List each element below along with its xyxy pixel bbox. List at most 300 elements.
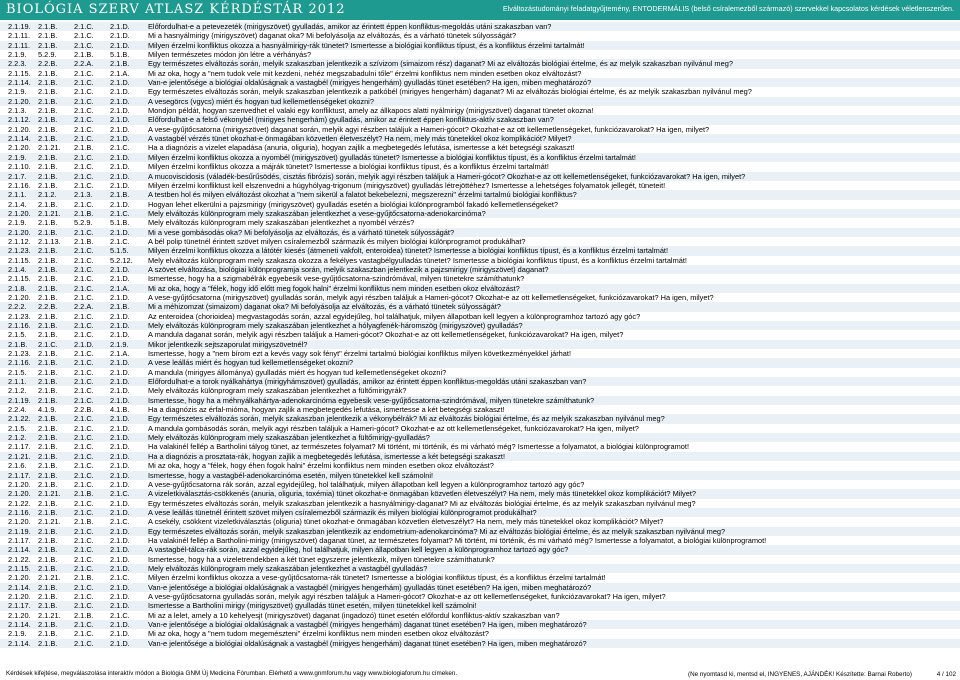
chapter-ref: 2.1.D. xyxy=(110,199,130,209)
chapter-ref: 2.1.C. xyxy=(74,461,94,471)
question-text: Ha a diagnózis a vizelet elapadása (anuria, oliguria), hogyan zajlik a megbetegedés lefutása, ismertesse a két betegségi szakaszt! xyxy=(148,143,575,153)
chapter-ref: 2.1.1. xyxy=(8,190,27,200)
chapter-ref: 2.1.B. xyxy=(74,517,94,527)
chapter-ref: 2.1.B. xyxy=(38,582,58,592)
chapter-ref: 2.1.C. xyxy=(74,330,94,340)
question-row xyxy=(0,125,960,134)
chapter-ref: 2.1.D. xyxy=(110,433,130,443)
question-text: Mikor jelentkezik sejtszaporulat mirigyszövetnél? xyxy=(148,339,308,349)
question-row xyxy=(0,293,960,302)
chapter-ref: 2.2.A. xyxy=(74,302,94,312)
question-row xyxy=(0,143,960,152)
chapter-ref: 2.1.C. xyxy=(74,367,94,377)
chapter-ref: 2.1.11. xyxy=(8,31,31,41)
chapter-ref: 2.1.22. xyxy=(8,554,31,564)
question-text: Egy természetes elváltozás során, melyik szakaszban jelentkezik a patkóbél (mirigyes hengerhám) daganat? Mi az elváltozás biológiai értelme, és az melyik szakaszban nyilvánul meg? xyxy=(148,87,752,97)
chapter-ref: 2.1.B. xyxy=(38,106,58,116)
header-bar xyxy=(0,0,960,20)
question-text: Ismertesse, hogy ha a vizeletrendekben a két tünet egyszerre jelentkezik, milyen tünetekre számíthatunk? xyxy=(148,554,495,564)
chapter-ref: 2.1.D. xyxy=(110,311,130,321)
question-row xyxy=(0,386,960,395)
question-text: Mely elváltozás különprogram mely szakaszában jelentkezhet a nyombél vérzés? xyxy=(148,218,415,228)
chapter-ref: 2.1.C. xyxy=(74,414,94,424)
chapter-ref: 2.1.15. xyxy=(8,563,31,573)
chapter-ref: 2.1.C. xyxy=(74,96,94,106)
question-text: Mi a hasnyálmirigy (mirigyszövet) daganat oka? Mi befolyásolja az elváltozás, és a várható tünetek súlyosságát? xyxy=(148,31,517,41)
question-row xyxy=(0,274,960,283)
chapter-ref: 2.1.B. xyxy=(74,50,94,60)
question-row xyxy=(0,106,960,115)
chapter-ref: 2.1.B. xyxy=(38,199,58,209)
chapter-ref: 2.1.D. xyxy=(110,535,130,545)
chapter-ref: 2.1.2. xyxy=(8,386,27,396)
chapter-ref: 2.1.D. xyxy=(110,106,130,116)
chapter-ref: 2.1.20. xyxy=(8,124,31,134)
chapter-ref: 2.1.B. xyxy=(74,489,94,499)
chapter-ref: 2.2.B. xyxy=(38,59,58,69)
chapter-ref: 2.1.2. xyxy=(38,190,57,200)
chapter-ref: 2.1.B. xyxy=(38,264,58,274)
chapter-ref: 2.1.C. xyxy=(74,601,94,611)
chapter-ref: 2.1.B. xyxy=(38,22,58,31)
question-row xyxy=(0,256,960,265)
header-description: Elváltozástudományi feladatgyűjtemény, ENTODERMÁLIS (belső csíralemezből származó) szervekkel kapcsolatos kérdések véletlenszerűen. xyxy=(502,4,954,13)
chapter-ref: 2.1.B. xyxy=(38,498,58,508)
chapter-ref: 2.2.4. xyxy=(8,405,27,415)
question-text: Mi az oka, hogy a "félek, hogy idő előtt meg fogok halni" érzelmi konfliktus nem minden esetben okoz elváltozást? xyxy=(148,283,520,293)
question-text: A mucoviscidosis (váladék-besűrűsödés, cisztás fibrózis) során, melyik agyi részben találjuk a Hameri-gócot? Okozhat-e az ott kellemetlenségeket, funkciózavarokat? Ha igen, milyet? xyxy=(148,171,746,181)
chapter-ref: 2.1.C. xyxy=(74,87,94,97)
chapter-ref: 2.1.D. xyxy=(110,152,130,162)
question-row xyxy=(0,471,960,480)
chapter-ref: 5.2.9. xyxy=(38,50,57,60)
chapter-ref: 2.1.B. xyxy=(110,190,130,200)
question-text: A csekély, csökkent vizeletkiválasztás (oliguria) tünet okozhat-e önmagában közvetlen életveszélyt? Ha nem, mely más tünetekkel okoz komplikációt? Milyet? xyxy=(148,517,664,527)
chapter-ref: 2.1.21. xyxy=(38,143,61,153)
chapter-ref: 2.1.C. xyxy=(74,620,94,629)
chapter-ref: 2.1.C. xyxy=(110,573,130,583)
question-text: Milyen természetes módon jön létre a vérhányás? xyxy=(148,50,312,60)
question-row xyxy=(0,78,960,87)
question-text: Egy természetes elváltozás során, melyik szakaszban jelentkezik a vékonybélrák? Mi az elváltozás biológiai értelme, és az melyik szakaszban nyilvánul meg? xyxy=(148,414,665,424)
chapter-ref: 2.1.D. xyxy=(110,461,130,471)
question-row xyxy=(0,41,960,50)
chapter-ref: 2.1.D. xyxy=(110,358,130,368)
chapter-ref: 2.1.D. xyxy=(110,40,130,50)
question-text: Előfordulhat-e a torok nyálkahártya (mirigyhámszövet) gyulladás, amikor az érintett éppen konfliktus-megoldás utáni szakaszban van? xyxy=(148,377,587,387)
chapter-ref: 2.1.B. xyxy=(38,292,58,302)
chapter-ref: 2.1.B. xyxy=(38,246,58,256)
chapter-ref: 2.1.C. xyxy=(74,563,94,573)
question-row xyxy=(0,358,960,367)
chapter-ref: 2.1.C. xyxy=(74,442,94,452)
chapter-ref: 2.1.B. xyxy=(38,31,58,41)
chapter-ref: 2.1.B. xyxy=(38,395,58,405)
chapter-ref: 2.1.B. xyxy=(38,386,58,396)
question-row xyxy=(0,611,960,620)
page-number: 4 / 102 xyxy=(936,671,956,678)
chapter-ref: 2.1.15. xyxy=(8,68,31,78)
question-row xyxy=(0,424,960,433)
chapter-ref: 2.1.23. xyxy=(8,246,31,256)
chapter-ref: 2.1.B. xyxy=(38,255,58,265)
chapter-ref: 2.1.5. xyxy=(8,423,27,433)
chapter-ref: 2.1.B. xyxy=(38,591,58,601)
chapter-ref: 2.1.6. xyxy=(8,461,27,471)
chapter-ref: 5.1.5. xyxy=(110,246,129,256)
chapter-ref: 4.1.B. xyxy=(110,405,130,415)
chapter-ref: 2.1.20. xyxy=(8,479,31,489)
chapter-ref: 2.1.17. xyxy=(8,601,31,611)
chapter-ref: 2.1.5. xyxy=(8,367,27,377)
chapter-ref: 2.1.C. xyxy=(74,227,94,237)
chapter-ref: 2.1.4. xyxy=(8,264,27,274)
question-row xyxy=(0,87,960,96)
chapter-ref: 2.1.21. xyxy=(38,517,61,527)
question-text: Mi az oka, hogy a "nem tudom megemészteni" érzelmi konfliktus nem minden esetben okoz elváltozást? xyxy=(148,629,489,639)
chapter-ref: 2.1.19. xyxy=(8,395,31,405)
chapter-ref: 5.1.B. xyxy=(110,50,130,60)
question-row xyxy=(0,153,960,162)
chapter-ref: 2.1.20. xyxy=(8,208,31,218)
question-text: Mely elváltozás különprogram mely szakasza okozza a fekélyes vastagbélgyulladás tünetet? Ismertesse a biológiai konfliktus típust, és a konfliktus érzelmi tartalmát! xyxy=(148,255,687,265)
question-text: A vese-gyűjtőcsatorna gyulladás során, melyik agyi részben találjuk a Hameri-gócot? Okozhat-e az ott kellemetlenségeket, funkciózavarokat? Ha igen, milyet? xyxy=(148,591,666,601)
question-row xyxy=(0,218,960,227)
question-text: Mely elváltozás különprogram mely szakaszában jelentkezhet a vastagbél gyulladás? xyxy=(148,563,428,573)
chapter-ref: 2.1.9. xyxy=(8,152,27,162)
chapter-ref: 2.1.D. xyxy=(110,377,130,387)
chapter-ref: 2.1.C. xyxy=(74,199,94,209)
question-text: Ismertesse, hogy a vastagbél-adenokarcinóma esetén, milyen tünetekkel kell számolni! xyxy=(148,470,434,480)
chapter-ref: 2.1.19. xyxy=(8,22,31,31)
question-text: Ha valakinél fellép a Bartholini tályog tünet, az természetes folyamat? Mi történt, mi történik, és mi várható még? Ismertesse a folyamatot, a biológiai különprogramot! xyxy=(148,442,690,452)
question-text: A vese-gyűjtőcsatorna (mirigyszövet) gyulladás során, melyik agyi részben találjuk a Hameri-gócot? Okozhat-e az ott kellemetlenségeket, funkciózavarokat? Ha igen, milyet? xyxy=(148,292,714,302)
chapter-ref: 2.1.3. xyxy=(74,190,93,200)
question-text: Mely elváltozás különprogram mely szakaszában jelentkezhet a hólyagfenék-háromszög (mirigyszövet) gyulladás? xyxy=(148,321,523,330)
question-row xyxy=(0,340,960,349)
question-text: Ha valakinél fellép a Bartholini-mirigy (mirigyszövet) daganat tünet, az természetes folyamat? Mi történt, mi történik, és mi várható még? Ismertesse a folyamatot, a biológiai különprogramot! xyxy=(148,535,767,545)
chapter-ref: 2.1.C. xyxy=(74,545,94,555)
chapter-ref: 2.1.D. xyxy=(110,414,130,424)
chapter-ref: 2.1.C. xyxy=(74,106,94,116)
chapter-ref: 2.2.B. xyxy=(74,405,94,415)
chapter-ref: 2.1.D. xyxy=(110,554,130,564)
chapter-ref: 2.1.C. xyxy=(74,423,94,433)
question-row xyxy=(0,480,960,489)
chapter-ref: 2.1.21. xyxy=(38,610,61,620)
question-text: Előfordulhat-e a felső vékonybél (mirigyes hengerhám) gyulladás, amikor az érintett éppen konfliktus-aktív szakaszban van? xyxy=(148,115,554,125)
question-row xyxy=(0,396,960,405)
chapter-ref: 2.1.D. xyxy=(110,451,130,461)
question-text: A vese-gyűjtőcsatorna rák során, azzal egyidejűleg, hol találhatjuk, milyen állapotban kell legyen a különprogramhoz tartozó agy góc? xyxy=(148,479,585,489)
question-text: A bél polip tünetnél érintett szövet milyen csíralemezből származik és milyen biológiai különprogramot produkálhat? xyxy=(148,236,526,246)
chapter-ref: 2.1.C. xyxy=(110,489,130,499)
chapter-ref: 2.1.D. xyxy=(110,124,130,134)
chapter-ref: 2.1.D. xyxy=(110,395,130,405)
chapter-ref: 2.1.3. xyxy=(8,106,27,116)
chapter-ref: 2.1.D. xyxy=(110,620,130,629)
question-text: Egy természetes elváltozás során, melyik szakaszban jelentkezik a szívizom (simaizom rész) daganat? Mi az elváltozás biológiai értelme, és az melyik szakaszban nyilvánul meg? xyxy=(148,59,733,69)
chapter-ref: 2.1.20. xyxy=(8,573,31,583)
chapter-ref: 2.1.B. xyxy=(38,507,58,517)
question-row xyxy=(0,564,960,573)
chapter-ref: 2.1.14. xyxy=(8,582,31,592)
chapter-ref: 2.1.B. xyxy=(38,152,58,162)
chapter-ref: 2.1.B. xyxy=(38,96,58,106)
chapter-ref: 2.2.2. xyxy=(8,302,27,312)
chapter-ref: 2.1.B. xyxy=(38,330,58,340)
question-row xyxy=(0,209,960,218)
question-row xyxy=(0,620,960,629)
question-text: Mi a vese gombásodás oka? Mi befolyásolja az elváltozás, és a várható tünetek súlyosságát? xyxy=(148,227,455,237)
question-text: Ismertesse a Bartholini mirigy (mirigyszövet) gyulladás tünet esetén, milyen tünetekkel kell számolni! xyxy=(148,601,477,611)
question-row xyxy=(0,573,960,582)
chapter-ref: 2.1.23. xyxy=(8,311,31,321)
chapter-ref: 2.1.20. xyxy=(8,143,31,153)
question-text: Előfordulhat-e a petevezeték (mirigyszövet) gyulladás, amikor az érintett éppen konfliktus-megoldás utáni szakaszban van? xyxy=(148,22,552,31)
chapter-ref: 2.1.C. xyxy=(74,535,94,545)
question-row xyxy=(0,527,960,536)
brand-title: BIOLÓGIA SZERV ATLASZ KÉRDÉSTÁR 2012 xyxy=(6,2,346,17)
chapter-ref: 2.1.C. xyxy=(74,152,94,162)
chapter-ref: 2.1.20. xyxy=(8,96,31,106)
question-text: Milyen érzelmi konfliktus okozza a vese-gyűjtőcsatorna-rák tünetet? Ismertesse a biológiai konfliktus típust, és a konfliktus érzelmi tartalmát! xyxy=(148,573,606,583)
question-text: Ha a diagnózis az érfal-mióma, hogyan zajlik a megbetegedés lefutása, ismertesse a két betegségi szakaszt! xyxy=(148,405,505,415)
question-row xyxy=(0,592,960,601)
chapter-ref: 2.1.B. xyxy=(74,573,94,583)
question-row xyxy=(0,489,960,498)
chapter-ref: 2.1.B. xyxy=(38,124,58,134)
chapter-ref: 2.1.21. xyxy=(38,489,61,499)
chapter-ref: 2.1.14. xyxy=(8,545,31,555)
chapter-ref: 2.1.9. xyxy=(8,50,27,60)
question-row xyxy=(0,349,960,358)
chapter-ref: 2.1.C. xyxy=(74,349,94,359)
chapter-ref: 2.1.8. xyxy=(8,283,27,293)
question-row xyxy=(0,31,960,40)
chapter-ref: 2.1.10. xyxy=(8,162,31,172)
chapter-ref: 2.1.C. xyxy=(74,78,94,88)
question-text: A vese-gyűjtőcsatorna (mirigyszövet) daganat során, melyik agyi részben találjuk a Hameri-gócot? Okozhat-e az ott kellemetlenségeket, funkciózavarokat? Ha igen, milyet? xyxy=(148,124,710,134)
question-row xyxy=(0,545,960,554)
question-text: Ha a diagnózis a prosztata-rák, hogyan zajlik a megbetegedés lefutása, ismertesse a két betegségi szakaszt! xyxy=(148,451,505,461)
chapter-ref: 2.1.C. xyxy=(74,479,94,489)
chapter-ref: 2.1.20. xyxy=(8,292,31,302)
chapter-ref: 2.1.C. xyxy=(74,591,94,601)
chapter-ref: 2.1.B. xyxy=(38,367,58,377)
chapter-ref: 2.1.D. xyxy=(110,22,130,31)
question-row xyxy=(0,162,960,171)
question-row xyxy=(0,181,960,190)
chapter-ref: 2.1.B. xyxy=(38,78,58,88)
chapter-ref: 2.1.D. xyxy=(110,386,130,396)
question-text: A vese leállás miért és hogyan tud kellemetlenségeket okozni? xyxy=(148,358,354,368)
question-row xyxy=(0,97,960,106)
chapter-ref: 2.1.B. xyxy=(38,68,58,78)
footer xyxy=(0,668,960,680)
chapter-ref: 2.1.C. xyxy=(74,283,94,293)
chapter-ref: 2.1.B. xyxy=(38,311,58,321)
chapter-ref: 2.1.22. xyxy=(8,414,31,424)
question-text: Egy természetes elváltozás során, melyik szakaszban jelentkezik az endometrium-adenokarcinóma? Mi az elváltozás biológiai értelme, és az melyik szakaszban nyilvánul meg? xyxy=(148,526,726,536)
chapter-ref: 2.1.D. xyxy=(110,629,130,639)
chapter-ref: 2.1.B. xyxy=(38,629,58,639)
question-row xyxy=(0,555,960,564)
question-row xyxy=(0,265,960,274)
chapter-ref: 2.1.9. xyxy=(110,339,129,349)
question-row xyxy=(0,200,960,209)
chapter-ref: 2.1.D. xyxy=(110,162,130,172)
question-row xyxy=(0,22,960,31)
chapter-ref: 2.1.C. xyxy=(110,208,130,218)
chapter-ref: 2.1.C. xyxy=(74,124,94,134)
chapter-ref: 2.1.D. xyxy=(110,134,130,144)
question-row xyxy=(0,499,960,508)
chapter-ref: 2.1.D. xyxy=(110,330,130,340)
question-text: Milyen érzelmi konfliktus okozza a nyombél (mirigyszövet) gyulladás tünetet? Ismertesse a biológiai konfliktus típust, és a konfliktus érzelmi tartalmát! xyxy=(148,152,636,162)
question-row xyxy=(0,629,960,638)
chapter-ref: 2.1.B. xyxy=(38,620,58,629)
chapter-ref: 2.1.D. xyxy=(110,479,130,489)
chapter-ref: 2.1.B. xyxy=(38,227,58,237)
chapter-ref: 2.1.B. xyxy=(38,470,58,480)
question-row xyxy=(0,414,960,423)
chapter-ref: 2.1.C. xyxy=(74,292,94,302)
chapter-ref: 2.1.D. xyxy=(110,591,130,601)
question-row xyxy=(0,134,960,143)
question-row xyxy=(0,330,960,339)
chapter-ref: 2.1.13. xyxy=(38,236,61,246)
chapter-ref: 2.1.D. xyxy=(110,423,130,433)
question-text: Milyen érzelmi konfliktus okozza a májrák tünetet? Ismertesse a biológiai konfliktus típust, és a konfliktus érzelmi tartalmát! xyxy=(148,162,549,172)
chapter-ref: 2.1.C. xyxy=(74,321,94,330)
chapter-ref: 2.1.14. xyxy=(8,134,31,144)
chapter-ref: 2.1.B. xyxy=(38,451,58,461)
chapter-ref: 2.1.D. xyxy=(110,31,130,41)
chapter-ref: 4.1.9. xyxy=(38,405,57,415)
chapter-ref: 2.1.D. xyxy=(110,442,130,452)
chapter-ref: 2.1.D. xyxy=(110,292,130,302)
chapter-ref: 2.1.C. xyxy=(74,31,94,41)
chapter-ref: 2.1.D. xyxy=(110,563,130,573)
chapter-ref: 2.1.B. xyxy=(38,162,58,172)
question-text: A testben hol és milyen elváltozást okozhat a "nem sikerül a falatot bekebelezni, megszerezni" érzelmi tartalmú biológiai konfliktus? xyxy=(148,190,577,200)
chapter-ref: 2.1.16. xyxy=(8,180,31,190)
question-text: Van-e jelentősége a biológiai oldalúságnak a vastagbél (mirigyes hengerhám) daganat tünet esetében? Ha igen, miben meghatározó? xyxy=(148,620,587,629)
question-text: Ismertesse, hogy a "nem bírom ezt a kevés vagy sok fényt" érzelmi tartalmú biológiai konfliktus milyen következményekkel járhat! xyxy=(148,349,571,359)
chapter-ref: 2.1.16. xyxy=(8,358,31,368)
chapter-ref: 2.1.D. xyxy=(110,274,130,284)
chapter-ref: 2.1.14. xyxy=(8,620,31,629)
question-row xyxy=(0,368,960,377)
question-text: Mely elváltozás különprogram mely szakaszában jelentkezhet a fültőmirigyrák? xyxy=(148,386,407,396)
chapter-ref: 2.1.C. xyxy=(74,358,94,368)
question-row xyxy=(0,312,960,321)
chapter-ref: 2.1.C. xyxy=(74,264,94,274)
chapter-ref: 2.1.21. xyxy=(38,573,61,583)
chapter-ref: 2.1.B. xyxy=(38,414,58,424)
question-text: A szövet elváltozása, biológiai különprogramja során, melyik szakaszban jelentkezik a pajzsmirigy (mirigyszövet) daganat? xyxy=(148,264,549,274)
chapter-ref: 2.1.B. xyxy=(74,208,94,218)
question-text: A vesegörcs (vgycs) miért és hogyan tud kellemetlenségeket okozni? xyxy=(148,96,374,106)
question-row xyxy=(0,246,960,255)
question-row xyxy=(0,517,960,526)
chapter-ref: 2.1.B. xyxy=(38,40,58,50)
chapter-ref: 2.1.C. xyxy=(110,143,130,153)
chapter-ref: 2.1.22. xyxy=(8,498,31,508)
question-text: Mi az oka, hogy a "nem tudok vele mit kezdeni, nehéz megszabadulni tőle" érzelmi konfliktus nem minden esetben okoz elváltozást? xyxy=(148,68,582,78)
question-text: Van-e jelentősége a biológiai oldalúságnak a vastagbél (mirigyes hengerhám) daganat tünet esetében? Ha igen, miben meghatározó? xyxy=(148,638,587,648)
chapter-ref: 2.1.B. xyxy=(38,358,58,368)
question-row xyxy=(0,50,960,59)
chapter-ref: 2.1.21. xyxy=(38,208,61,218)
chapter-ref: 2.1.16. xyxy=(8,507,31,517)
question-text: Milyen érzelmi konfliktus okozza a látótér kiesés (átmeneti vakfolt, enteroidea) tünetet? Ismertesse a biológiai konfliktus típust, és a konfliktus érzelmi tartalmát! xyxy=(148,246,669,256)
chapter-ref: 2.1.B. xyxy=(38,423,58,433)
chapter-ref: 2.1.C. xyxy=(74,554,94,564)
chapter-ref: 2.1.12. xyxy=(8,115,31,125)
chapter-ref: 2.1.20. xyxy=(8,489,31,499)
chapter-ref: 2.1.B. xyxy=(38,442,58,452)
question-text: Mi a méhizomzat (simaizom) daganat oka? Mi befolyásolja az elváltozás, és a várható tünetek súlyosságát? xyxy=(148,302,501,312)
chapter-ref: 2.1.B. xyxy=(74,143,94,153)
chapter-ref: 2.1.B. xyxy=(38,349,58,359)
chapter-ref: 2.1.B. xyxy=(38,563,58,573)
chapter-ref: 2.1.D. xyxy=(74,339,94,349)
chapter-ref: 2.1.D. xyxy=(110,638,130,648)
chapter-ref: 2.1.5. xyxy=(8,330,27,340)
chapter-ref: 2.1.B. xyxy=(38,554,58,564)
chapter-ref: 2.1.16. xyxy=(8,321,31,330)
chapter-ref: 2.1.B. xyxy=(38,479,58,489)
chapter-ref: 2.1.D. xyxy=(110,507,130,517)
chapter-ref: 2.1.B. xyxy=(74,610,94,620)
chapter-ref: 2.1.15. xyxy=(8,255,31,265)
chapter-ref: 2.1.B. xyxy=(38,535,58,545)
chapter-ref: 2.1.B. xyxy=(110,59,130,69)
question-row xyxy=(0,69,960,78)
chapter-ref: 2.1.9. xyxy=(8,218,27,228)
footer-credit: (Ne nyomtasd ki, mentsd el, INGYENES, AJÁNDÉK! Készítette: Barnai Roberto) xyxy=(688,671,912,678)
question-row xyxy=(0,115,960,124)
chapter-ref: 2.2.B. xyxy=(38,302,58,312)
chapter-ref: 2.2.A. xyxy=(74,59,94,69)
question-text: Ismertesse, hogy ha a szigmabélrák egyebesik vese-gyűjtőcsatorna-szindrómával, milyen tünetekre számíthatunk? xyxy=(148,274,525,284)
question-text: Az enteroidea (chorioidea) megvastagodás során, azzal egyidejűleg, hol találhatjuk, milyen állapotban kell legyen a különprogramhoz tartozó agy góc? xyxy=(148,311,641,321)
chapter-ref: 2.1.B. xyxy=(38,321,58,330)
chapter-ref: 2.1.C. xyxy=(74,40,94,50)
question-text: A mandula daganat során, melyik agyi részben találjuk a Hameri-gócot? Okozhat-e az ott kellemetlenségeket, funkciózavarokat? Ha igen, milyet? xyxy=(148,330,624,340)
chapter-ref: 2.1.17. xyxy=(8,442,31,452)
question-row xyxy=(0,601,960,610)
chapter-ref: 2.1.B. xyxy=(38,526,58,536)
chapter-ref: 2.1.12. xyxy=(8,236,31,246)
chapter-ref: 2.1.C. xyxy=(74,246,94,256)
chapter-ref: 2.1.D. xyxy=(110,545,130,555)
question-row xyxy=(0,302,960,311)
question-row xyxy=(0,508,960,517)
chapter-ref: 5.2.12. xyxy=(110,255,133,265)
chapter-ref: 2.1.D. xyxy=(110,87,130,97)
chapter-ref: 2.1.D. xyxy=(110,470,130,480)
chapter-ref: 2.1.C. xyxy=(74,498,94,508)
chapter-ref: 5.2.9. xyxy=(74,218,93,228)
question-text: Mely elváltozás különprogram mely szakaszában jelentkezhet a fültőmirigy-gyulladás? xyxy=(148,433,430,443)
chapter-ref: 2.1.14. xyxy=(8,638,31,648)
question-text: Mi az a lelet, amely a 10 kehelyesjt (mirigyszövet) daganat (ingadozó) tünet esetén előfordul konfliktus-aktív szakaszban van? xyxy=(148,610,560,620)
chapter-ref: 2.1.C. xyxy=(74,386,94,396)
chapter-ref: 2.1.9. xyxy=(8,629,27,639)
